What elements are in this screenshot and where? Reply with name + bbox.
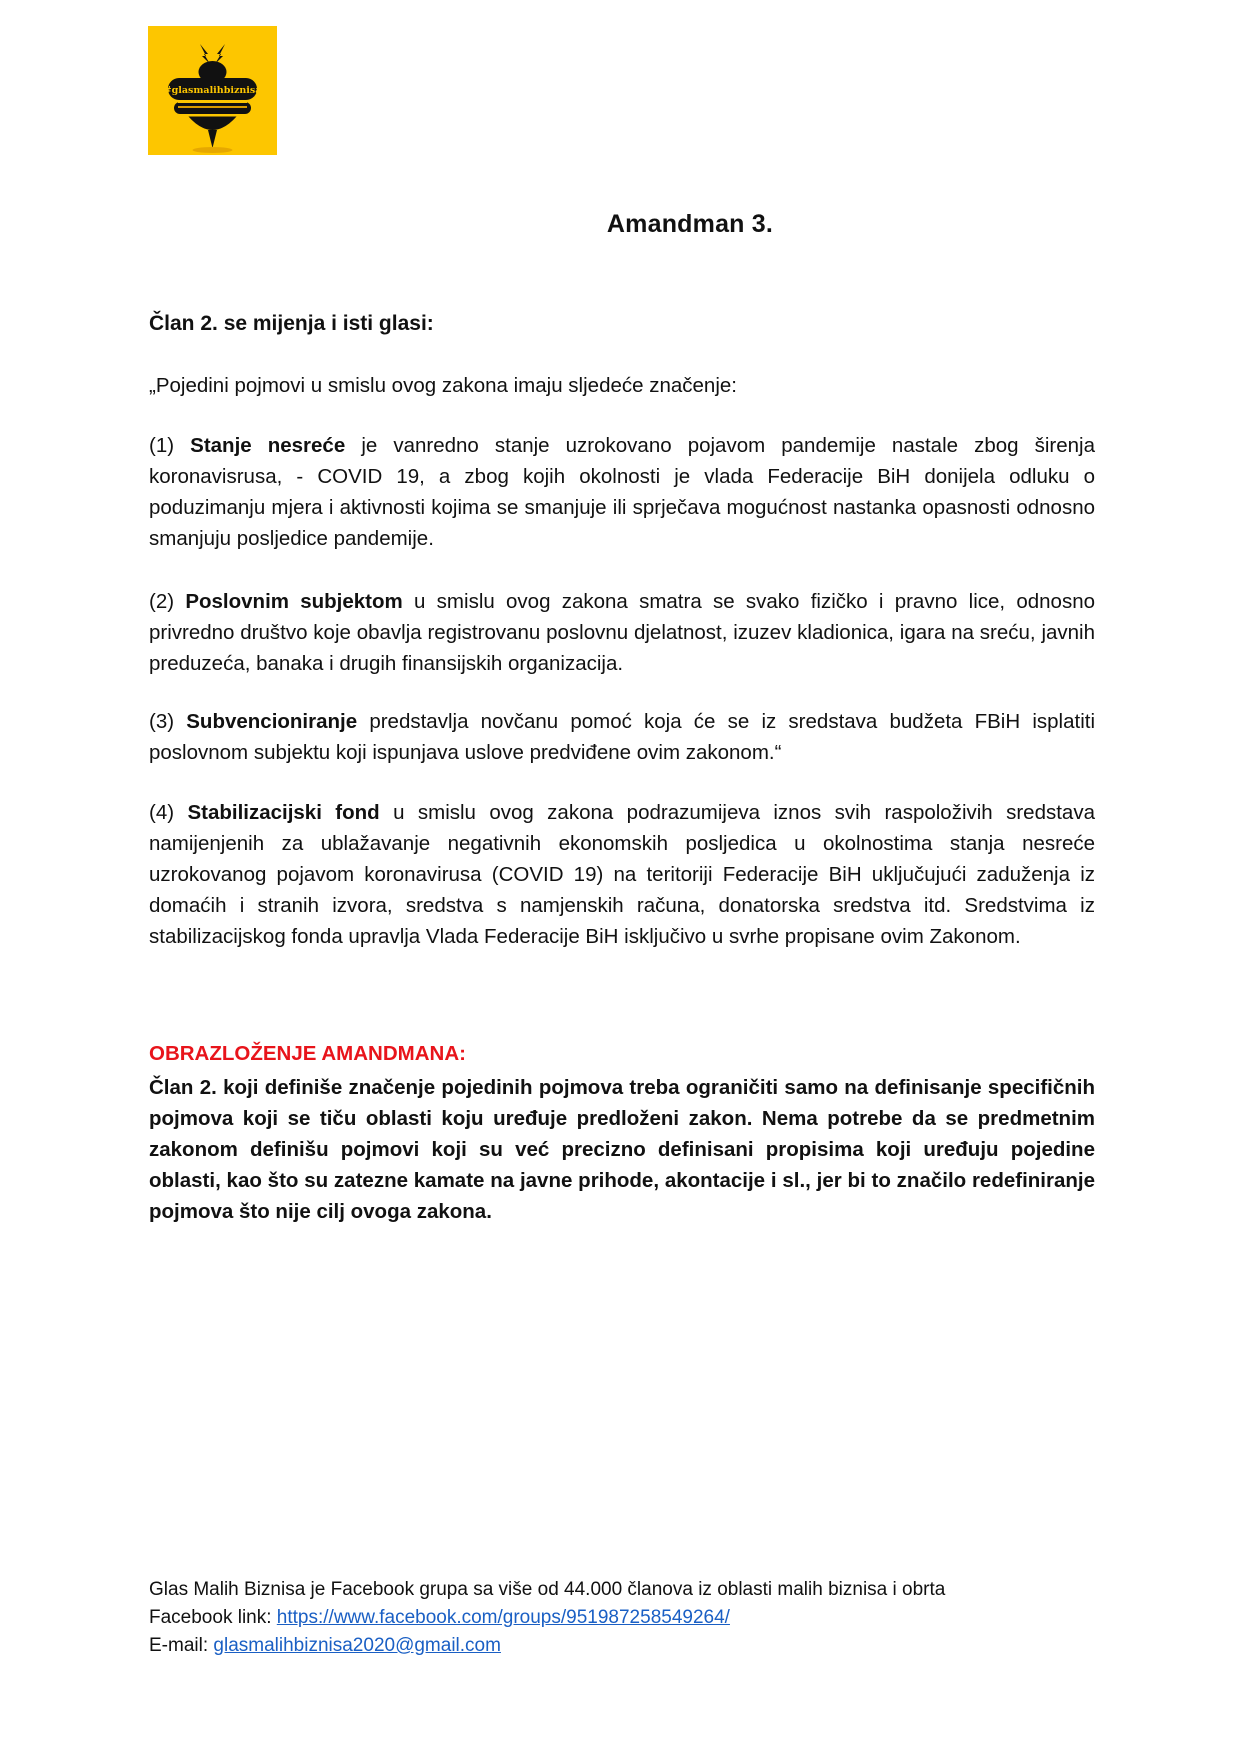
page-title: Amandman 3. (606, 210, 774, 238)
paragraph-number: (4) (149, 801, 175, 824)
definition-paragraph-3 (149, 706, 1095, 768)
paragraph-number: (3) (149, 710, 175, 733)
defined-term: Poslovnim subjektom (185, 590, 403, 613)
article-heading: Član 2. se mijenja i isti glasi: (149, 312, 434, 335)
footer (149, 1576, 945, 1660)
explanation-paragraph: Član 2. koji definiše značenje pojedinih pojmova treba ograničiti samo na definisanje specifičnih pojmova koji se tiču oblasti koju uređuje predloženi zakon. Nema potrebe da se predmetnim zakonom definišu pojmovi koji su već precizno definisani propisima koji uređuju pojedine oblasti, kao što su zatezne kamate na javne prihode, akontacije i sl., jer bi to značilo redefiniranje pojmova što nije cilj ovoga zakona. (149, 1076, 1095, 1223)
definition-paragraph-1 (149, 430, 1095, 554)
email-link[interactable]: glasmalihbiznisa2020@gmail.com (213, 1635, 501, 1656)
explanation-text (149, 1072, 1095, 1227)
footer-facebook-line (149, 1604, 945, 1632)
paragraph-text: u smislu ovog zakona podrazumijeva iznos svih raspoloživih sredstava namijenjenih za ublažavanje negativnih ekonomskih posljedica u okolnostima stanja nesreće uzrokovanog pojavom koronavirusa (COVID 19) na teritoriji Federacije BiH uključujući zaduženja iz domaćih i stranih izvora, sredstva s namjenskih računa, donatorska sredstva itd. Sredstvima iz stabilizacijskog fonda upravlja Vlada Federacije BiH isključivo u svrhe propisane ovim Zakonom. (149, 801, 1095, 948)
svg-text:#glasmalihbiznisa: #glasmalihbiznisa (163, 85, 262, 96)
paragraph-text: je vanredno stanje uzrokovano pojavom pandemije nastale zbog širenja koronavisrusa, - COVID 19, a zbog kojih okolnosti je vlada Federacije BiH donijela odluku o poduzimanju mjera i aktivnosti kojima se smanjuje ili sprječava mogućnost nastanka opasnosti odnosno smanjuju posljedice pandemije. (149, 434, 1095, 550)
defined-term: Stanje nesreće (190, 434, 346, 457)
definition-paragraph-2 (149, 586, 1095, 679)
footer-email-line (149, 1632, 945, 1660)
facebook-link[interactable]: https://www.facebook.com/groups/951987258549264/ (276, 1607, 730, 1628)
intro-text: „Pojedini pojmovi u smislu ovog zakona imaju sljedeće značenje: (149, 374, 737, 397)
logo (148, 26, 277, 155)
paragraph-number: (2) (149, 590, 175, 613)
paragraph-number: (1) (149, 434, 175, 457)
email-label: E-mail: (149, 1635, 214, 1656)
facebook-label: Facebook link: (149, 1607, 277, 1628)
explanation-heading: OBRAZLOŽENJE AMANDMANA: (149, 1042, 466, 1065)
definition-paragraph-4 (149, 797, 1095, 952)
bee-icon (148, 26, 277, 155)
footer-description: Glas Malih Biznisa je Facebook grupa sa više od 44.000 članova iz oblasti malih biznisa i obrta (149, 1579, 946, 1600)
defined-term: Subvencioniranje (186, 710, 358, 733)
paragraph-text: u smislu ovog zakona smatra se svako fizičko i pravno lice, odnosno privredno društvo koje obavlja registrovanu poslovnu djelatnost, izuzev kladionica, igara na sreću, javnih preduzeća, banaka i drugih finansijskih organizacija. (149, 590, 1095, 675)
defined-term: Stabilizacijski fond (187, 801, 380, 824)
paragraph-text: predstavlja novčanu pomoć koja će se iz sredstava budžeta FBiH isplatiti poslovnom subjektu koji ispunjava uslove predviđene ovim zakonom.“ (149, 710, 1096, 764)
